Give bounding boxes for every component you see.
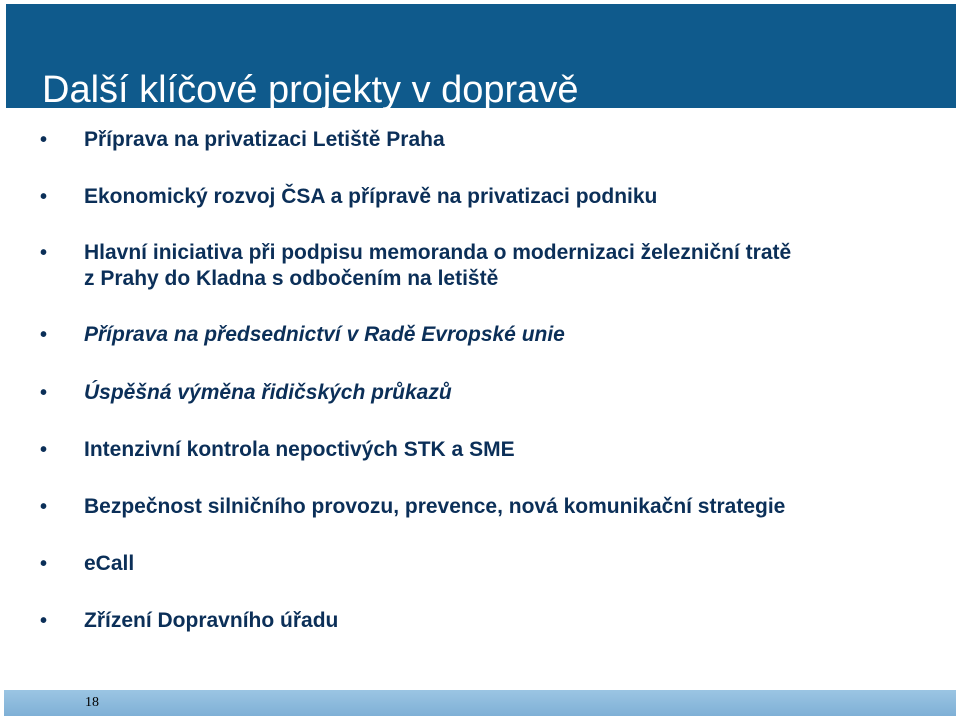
bullet-dot-icon: • — [40, 186, 48, 208]
bullet-dot-icon: • — [40, 553, 48, 575]
bullet-dot-icon: • — [40, 242, 48, 264]
bullet-item — [40, 184, 920, 210]
bullet-dot-icon: • — [40, 382, 48, 404]
bullet-text-line-1: Hlavní iniciativa při podpisu memoranda o modernizaci železniční tratě — [84, 241, 792, 264]
page-number: 18 — [85, 695, 99, 710]
bullet-item — [40, 608, 920, 634]
bullet-item — [40, 127, 920, 153]
bullet-text: Intenzivní kontrola nepoctivých STK a SME — [84, 438, 515, 461]
bullet-text: Ekonomický rozvoj ČSA a přípravě na privatizaci podniku — [84, 185, 658, 208]
bullet-text: eCall — [84, 552, 135, 575]
bullet-text-line-2: z Prahy do Kladna s odbočením na letiště — [84, 267, 499, 290]
bullet-dot-icon: • — [40, 439, 48, 461]
bullet-item — [40, 437, 920, 463]
bullet-item — [40, 494, 920, 520]
bullet-dot-icon: • — [40, 610, 48, 632]
bullet-item — [40, 240, 920, 292]
bullet-dot-icon: • — [40, 324, 48, 346]
bullet-dot-icon: • — [40, 129, 48, 151]
bullet-dot-icon: • — [40, 496, 48, 518]
bullet-text: Bezpečnost silničního provozu, prevence, nová komunikační strategie — [84, 495, 786, 518]
bullet-text: Úspěšná výměna řidičských průkazů — [84, 381, 452, 404]
bullet-item — [40, 551, 920, 577]
bullet-item — [40, 380, 920, 406]
bullet-item — [40, 322, 920, 348]
slide-title: Další klíčové projekty v dopravě — [42, 69, 579, 112]
bullet-text: Zřízení Dopravního úřadu — [84, 609, 339, 632]
footer-bar — [4, 690, 956, 716]
bullet-text: Příprava na předsednictví v Radě Evropské unie — [84, 323, 565, 346]
bullet-text: Příprava na privatizaci Letiště Praha — [84, 128, 445, 151]
